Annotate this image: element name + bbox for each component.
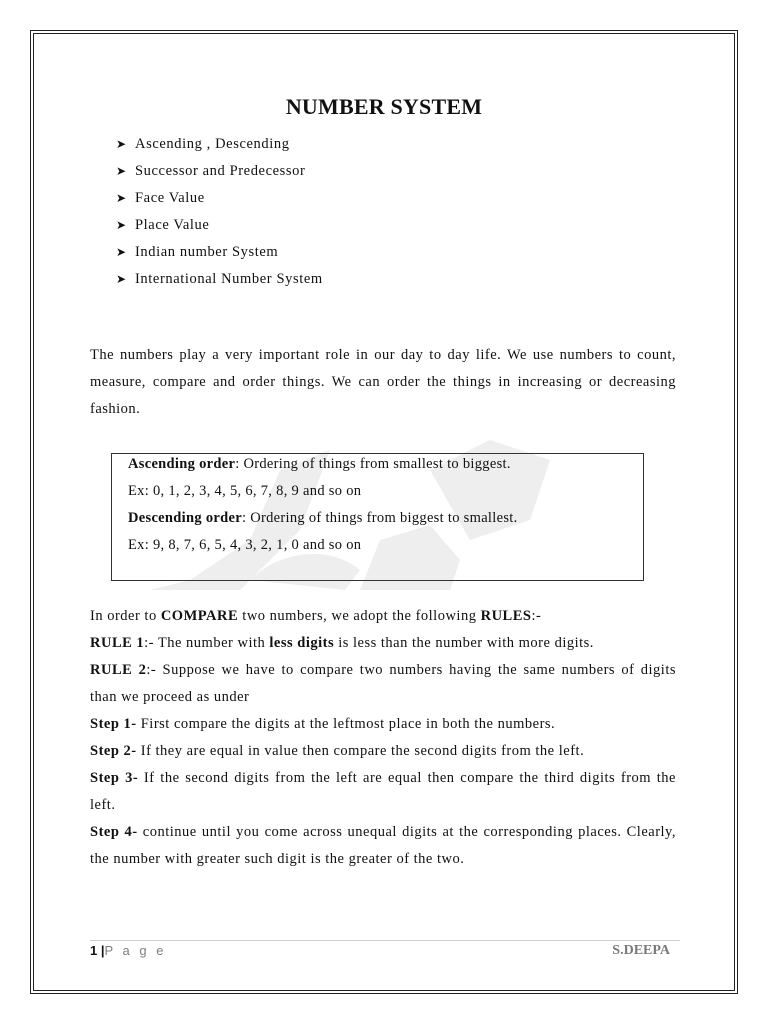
list-item: ➤ Successor and Predecessor	[116, 163, 306, 179]
descending-example: Ex: 9, 8, 7, 6, 5, 4, 3, 2, 1, 0 and so on	[128, 537, 362, 553]
definition-box	[111, 453, 644, 581]
ascending-example: Ex: 0, 1, 2, 3, 4, 5, 6, 7, 8, 9 and so on	[128, 483, 362, 499]
descending-definition: Descending order: Ordering of things from biggest to smallest.	[128, 510, 518, 526]
page-title: NUMBER SYSTEM	[285, 94, 483, 119]
list-item: ➤ International Number System	[116, 271, 323, 287]
step-4: Step 4- continue until you come across unequal digits at the corresponding places. Clearly, the number with greater such digit is the greater of the two.	[90, 824, 676, 867]
list-item: ➤ Place Value	[116, 217, 210, 233]
author-name: S.DEEPA	[612, 943, 670, 958]
page-number: 1 |P a g e	[90, 943, 167, 958]
arrow-bullet-icon: ➤	[116, 245, 127, 259]
step-1: Step 1- First compare the digits at the leftmost place in both the numbers.	[90, 716, 556, 732]
rule-1: RULE 1:- The number with less digits is less than the number with more digits.	[90, 635, 594, 651]
rule-2: RULE 2:- Suppose we have to compare two numbers having the same numbers of digits than we proceed as under	[90, 662, 676, 705]
arrow-bullet-icon: ➤	[116, 218, 127, 232]
topic-list	[116, 131, 323, 293]
list-item: ➤ Indian number System	[116, 244, 279, 260]
ascending-definition: Ascending order: Ordering of things from smallest to biggest.	[128, 456, 511, 472]
step-3: Step 3- If the second digits from the left are equal then compare the third digits from the left.	[90, 770, 676, 813]
list-item: ➤ Ascending , Descending	[116, 136, 290, 152]
arrow-bullet-icon: ➤	[116, 272, 127, 286]
step-2: Step 2- If they are equal in value then compare the second digits from the left.	[90, 743, 585, 759]
arrow-bullet-icon: ➤	[116, 164, 127, 178]
arrow-bullet-icon: ➤	[116, 191, 127, 205]
footer-divider	[90, 940, 680, 941]
arrow-bullet-icon: ➤	[116, 137, 127, 151]
comparison-rules	[90, 603, 676, 873]
list-item: ➤ Face Value	[116, 190, 205, 206]
intro-paragraph: The numbers play a very important role in our day to day life. We use numbers to count, measure, compare and order things. We can order the things in increasing or decreasing fashion.	[90, 347, 676, 417]
rules-intro: In order to COMPARE two numbers, we adopt the following RULES:-	[90, 608, 542, 624]
